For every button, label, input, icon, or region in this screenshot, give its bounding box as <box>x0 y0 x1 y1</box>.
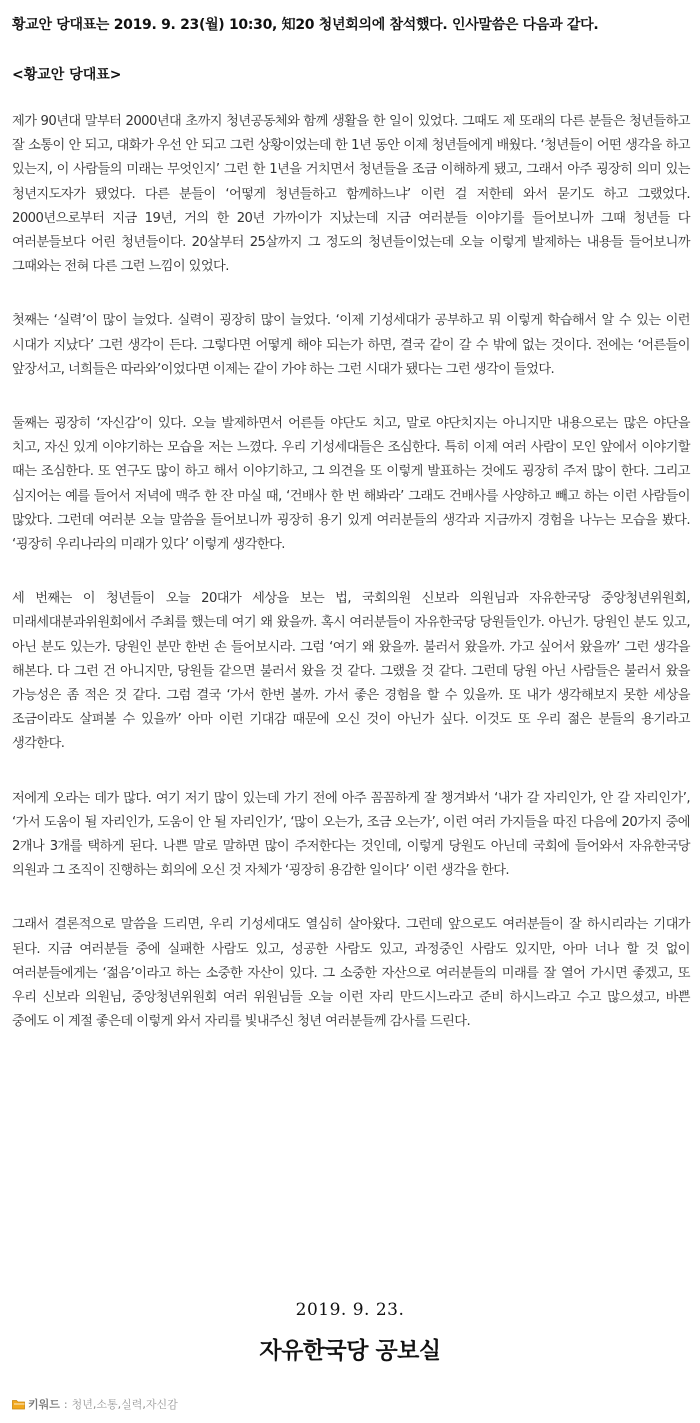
keyword-delimiter: , <box>117 1397 122 1411</box>
keyword-separator: : <box>63 1397 68 1411</box>
speech-paragraph-2: 첫째는 ‘실력’이 많이 늘었다. 실력이 굉장히 많이 늘었다. ‘이제 기성세대가 공부하고 뭐 이렇게 학습해서 알 수 있는 이런 시대가 지났다’ 그런 생각이 든다. 그렇다면 어떻게 해야 되는가 하면, 결국 같이 갈 수 밖에 없는 것이다. 전에는 ‘어른들이 앞장서고, 너희들은 따라와’이었다면 이제는 같이 가야 하는 그런 시대가 됐다는 그런 생각이 들었다. <box>12 313 690 377</box>
keyword-delimiter: , <box>92 1397 97 1411</box>
speaker-label: <황교안 당대표> <box>12 67 122 83</box>
release-date: 2019. 9. 23. <box>295 1300 405 1320</box>
issuing-office: 자유한국당 공보실 <box>259 1338 441 1364</box>
speech-body <box>12 110 690 1065</box>
keyword-tag[interactable]: 자신감 <box>145 1398 178 1411</box>
speech-paragraph-1: 제가 90년대 말부터 2000년대 초까지 청년공동체와 함께 생활을 한 일이 있었다. 그때도 제 또래의 다른 분들은 청년들하고 잘 소통이 안 되고, 대화가 우선 안 되고 그런 상황이었는데 한 1년 동안 이제 청년들에게 배웠다. ‘청년들이 어떤 생각을 하고 있는지, 이 사람들의 미래는 무엇인지’ 그런 한 1년을 거치면서 청년들을 조금 이해하게 됐고, 그래서 아주 굉장히 의미 있는 청년지도자가 됐었다. 다른 분들이 ‘어떻게 청년들하고 함께하느냐’ 이런 걸 저한테 와서 묻기도 하고 그랬었다. 2000년으로부터 지금 19년, 거의 한 20년 가까이가 지났는데 지금 여러분들 이야기를 들어보니까 그때 청년들 다 여러분들보다 어린 청년들이다. 20살부터 25살까지 그 정도의 청년들이었는데 오늘 이렇게 발제하는 내용들 들어보니까 그때와는 전혀 다른 그런 느낌이 있었다. <box>12 114 690 275</box>
speech-paragraph-6: 그래서 결론적으로 말씀을 드리면, 우리 기성세대도 열심히 살아왔다. 그런데 앞으로도 여러분들이 잘 하시리라는 기대가 된다. 지금 여러분들 중에 실패한 사람도 있고, 성공한 사람도 있고, 과정중인 사람도 있지만, 아마 너나 할 것 없이 여러분들에게는 ‘젊음’이라고 하는 소중한 자산이 있다. 그 소중한 자산으로 여러분들의 미래를 잘 열어 가시면 좋겠고, 또 우리 신보라 의원님, 중앙청년위원회 여러 위원님들 오늘 이런 자리 만드시느라고 준비 하시느라고 수고 많으셨고, 바쁜 중에도 이 계절 좋은데 이렇게 와서 자리를 빛내주신 청년 여러분들께 감사를 드린다. <box>12 917 690 1030</box>
speech-paragraph-5: 저에게 오라는 데가 많다. 여기 저기 많이 있는데 가기 전에 아주 꼼꼼하게 잘 챙겨봐서 ‘내가 갈 자리인가, 안 갈 자리인가’, ‘가서 도움이 될 자리인가, 도움이 안 될 자리인가’, ‘많이 오는가, 조금 오는가’, 이런 여러 가지들을 따진 다음에 20가지 중에 2개나 3개를 택하게 된다. 나쁜 말로 말하면 많이 주저한다는 것인데, 이렇게 당원도 아닌데 국회에 들어와서 자유한국당 의원과 그 조직이 진행하는 회의에 오신 것 자체가 ‘굉장히 용감한 일이다’ 이런 생각을 한다. <box>12 790 690 879</box>
folder-icon <box>12 1398 25 1410</box>
keyword-tag[interactable]: 소통 <box>96 1398 118 1411</box>
keyword-tag[interactable]: 실력 <box>121 1398 143 1411</box>
headline: 황교안 당대표는 2019. 9. 23(월) 10:30, 知20 청년회의에 참석했다. 인사말씀은 다음과 같다. <box>12 17 599 33</box>
keyword-delimiter: , <box>142 1397 146 1411</box>
keyword-label: 키워드 <box>28 1398 60 1411</box>
keyword-tag[interactable]: 청년 <box>71 1398 93 1411</box>
speech-paragraph-3: 둘째는 굉장히 ‘자신감’이 있다. 오늘 발제하면서 어른들 야단도 치고, 말로 야단치지는 아니지만 내용으로는 많은 야단을 치고, 자신 있게 이야기하는 모습을 저는 느꼈다. 우리 기성세대들은 조심한다. 특히 이제 여러 사람이 모인 앞에서 이야기할 때는 조심한다. 또 연구도 많이 하고 해서 이야기하고, 그 의견을 또 이렇게 발표하는 것에도 굉장히 주저 많이 한다. 그리고 심지어는 예를 들어서 저녁에 맥주 한 잔 마실 때, ‘건배사 한 번 해봐라’ 그래도 건배사를 사양하고 빼고 하는 이런 사람들이 많았다. 그런데 여러분 오늘 말씀을 들어보니까 굉장히 용기 있게 여러분들의 생각과 지금까지 경험을 나누는 모습을 봤다. ‘굉장히 우리나라의 미래가 있다’ 이렇게 생각한다. <box>12 416 690 553</box>
speech-paragraph-4: 세 번째는 이 청년들이 오늘 20대가 세상을 보는 법, 국회의원 신보라 의원님과 자유한국당 중앙청년위원회, 미래세대분과위원회에서 주최를 했는데 여기 왜 왔을까. 혹시 여러분들이 자유한국당 당원들인가. 아닌가. 당원인 분도 있고, 아닌 분도 있는가. 당원인 분만 한번 손 들어보시라. 그럼 ‘여기 왜 왔을까. 불러서 왔을까. 가고 싶어서 왔을까’ 그런 생각을 해본다. 다 그런 건 아니지만, 당원들 같으면 불러서 왔을 것 같다. 그랬을 것 같다. 그런데 당원 아닌 사람들은 불러서 왔을 가능성은 좀 적은 것 같다. 그럼 결국 ‘가서 한번 볼까. 가서 좋은 경험을 할 수 있을까. 또 내가 생각해보지 못한 세상을 조금이라도 살펴볼 수 있을까’ 아마 이런 기대감 때문에 오신 것이 아닌가 싶다. 이것도 또 우리 젊은 분들의 용기라고 생각한다. <box>12 591 690 752</box>
keyword-bar <box>12 1394 178 1414</box>
